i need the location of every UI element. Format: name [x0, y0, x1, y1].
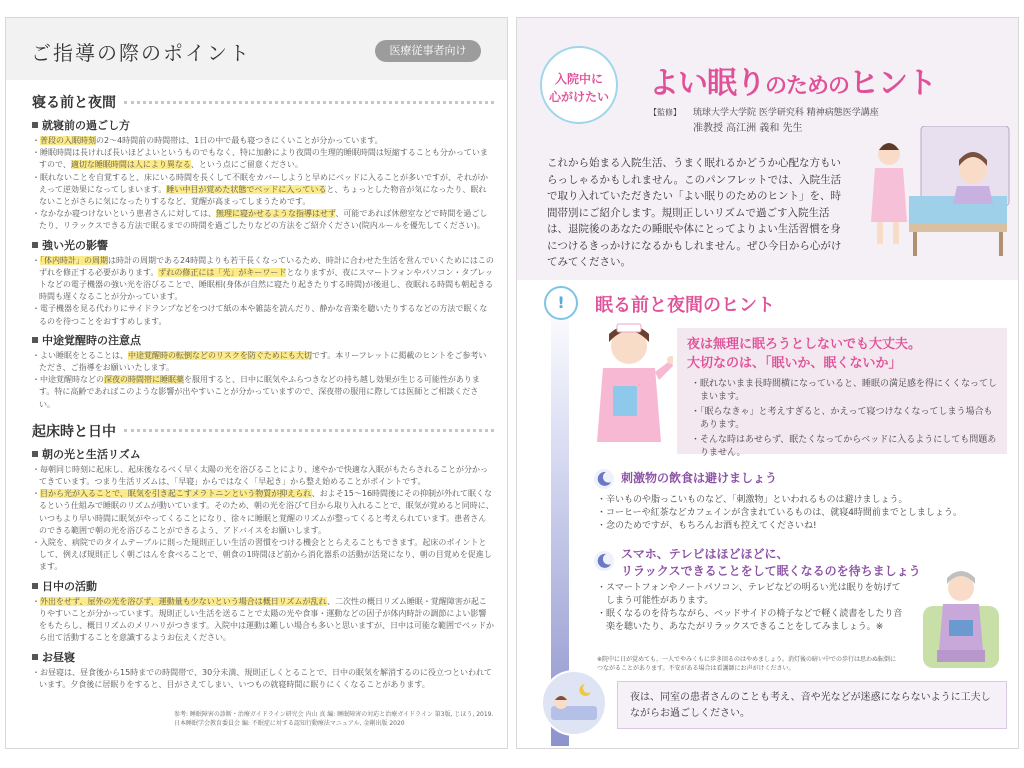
- hospital-badge: [540, 46, 618, 124]
- guidance-bullet: ・毎朝同じ時刻に起床し、起床後なるべく早く太陽の光を浴びることにより、速やかで快適な入眠がもたらされることが分かってきています。つまり生活リズムは、「早寝」からではなく「早起き」から整え始めることがポイントです。: [32, 464, 488, 487]
- night-etiquette-box: [617, 681, 1007, 729]
- supervise-label: 【監修】: [649, 108, 681, 117]
- reader-illustration: [913, 566, 1007, 676]
- right-top-panel: [517, 18, 1019, 280]
- guidance-bullet: ・入院を、病院でのタイムテーブルに則った規則正しい生活の習慣をつける機会ととらえることもできます。起床のポイントとして、例えば規則正しく朝ごはんを食べることで、朝食の1時間ほど前から消化器系の活動が活発になり、朝の目覚めを促進します。: [32, 538, 492, 572]
- section-heading-text: 起床時と日中: [32, 423, 116, 440]
- exclamation-icon: !: [544, 286, 578, 320]
- subsection-heading: [32, 117, 494, 133]
- screen-title-line-2: リラックスできることをして眠くなるのを待ちましょう: [621, 564, 921, 578]
- small-note: ※院中に日が覚めても、一人でやみくもに歩き回るのはやめましょう。消灯後の暗い中での歩行は思わぬ転倒につながることがあります。不安がある場合は看護師にお声がけください。: [597, 656, 897, 672]
- section-heading: [32, 92, 494, 112]
- stimulant-title: 刺激物の飲食は避けましょう: [621, 471, 778, 485]
- stimulant-item: ・コーヒーや紅茶などカフェインが含まれているものは、就寝4時間前までとしましょう。: [597, 508, 962, 518]
- subsection-heading-text: 朝の光と生活リズム: [42, 447, 141, 461]
- title-part-1: よい眠り: [649, 66, 765, 101]
- guidance-bullet: ・睡眠時間は長ければ長いほどよいというものでもなく、特に加齢により夜間の生理的睡眠時間は短縮することも分かっていますので、適切な睡眠時間は人により異なる、という点にご留意ください。: [32, 148, 488, 170]
- guidance-bullet: ・中途覚醒時などの深夜の時間帯に睡眠薬を服用すると、日中に眠気やふらつきなどの持ち越し効果が生じる可能性があります。特に高齢であればこのような影響が出やすいことが分かっていますので、深夜帯の服用に際しては医師とご相談ください。: [32, 375, 480, 409]
- advice-item: ・「眠らなきゃ」と考えすぎると、かえって寝つけなくなってしまう場合もあります。: [691, 407, 993, 430]
- title-part-2: のための: [765, 74, 850, 99]
- screen-item: ・眠くなるのを待ちながら、ベッドサイドの椅子などで軽く読書をしたり音楽を聴いたり、あなたがリラックスできることをしてみましょう。※: [597, 609, 903, 632]
- advice-list: [691, 378, 997, 462]
- square-bullet-icon: [32, 451, 38, 457]
- square-bullet-icon: [32, 337, 38, 343]
- guidance-bullet: ・目から光が入ることで、眠気を引き起こすメラトニンという物質が抑えられ、およそ15〜16時間後にその抑制が外れて眠くなるという仕組みで睡眠のリズムが動いています。そのため、朝の光を浴びて目から取り入れることで、眠気が覚めると同時に、いつもより早い時間に眠気がやってくることになり、徐々に睡眠と覚醒のリズムが整ってくると考えられています。患者さんのできる範囲で朝の光を浴びることができるよう、アドバイスをお願いします。: [32, 489, 494, 535]
- moon-icon: [593, 550, 615, 572]
- section-heading-text: 寝る前と夜間: [32, 95, 116, 111]
- dotted-divider: [124, 429, 494, 432]
- highlighted-text: 睡い中目が覚めた状態でベッドに入っている: [166, 184, 327, 194]
- screen-list: [597, 582, 907, 634]
- guidance-bullet: ・外出をせず、屋外の光を浴びず、運動量も少ないという場合は概日リズムが乱れ、二次性の概日リズム睡眠・覚醒障害が起こりやすいことが分かっています。規則正しい生活を送ることで太陽の光や食事・運動などの因子が体内時計の調節によい影響をもたらし、概日リズムのメリハリがつきます。入院中は運動は難しい場合も多いと思いますが、日中は可能な範囲でベッドから出て活動することを意識するようお伝えください。: [32, 596, 494, 643]
- stimulant-item: ・念のためですが、もちろんお酒も控えてくださいね!: [597, 521, 817, 531]
- screen-item: ・スマートフォンやノートパソコン、テレビなどの明るい光は眠りを妨げてしまう可能性があります。: [597, 583, 901, 606]
- highlighted-text: 目から光が入ることで、眠気を引き起こすメラトニンという物質が抑えられ: [40, 489, 312, 499]
- audience-badge: 医療従事者向け: [375, 40, 481, 62]
- sleeper-icon: [543, 672, 605, 734]
- supervisor-affiliation: 琉球大学大学院 医学研究科 精神病態医学講座: [693, 108, 879, 118]
- highlighted-text: 無理に寝かせるような指導はせず: [216, 209, 336, 219]
- subsection-heading-text: お昼寝: [42, 650, 75, 664]
- subsection-heading: [32, 578, 494, 594]
- references: 参考: 睡眠障害の診断・治療ガイドライン研究会 内山 真 編: 睡眠障害の対応と治療ガイドライン 第3版, じほう, 2019. 日本睡眠学会教育委員会 編: 不眠症に対する認知行動療法マニュアル, 金剛出版 2020: [174, 711, 494, 727]
- subsection-heading-text: 就寝前の過ごし方: [42, 119, 130, 132]
- stimulant-item: ・辛いものや脂っこいものなど、「刺激物」といわれるものは避けましょう。: [597, 495, 908, 505]
- title-part-3: ヒント: [849, 66, 937, 101]
- subsection-heading: [32, 237, 494, 253]
- left-page: [5, 17, 508, 749]
- right-page: [516, 17, 1019, 749]
- section-title: 眠る前と夜間のヒント: [595, 295, 775, 316]
- section-heading: [32, 421, 494, 441]
- subsection-heading-text: 日中の活動: [42, 579, 97, 593]
- subsection-heading-text: 中途覚醒時の注意点: [42, 333, 141, 347]
- guidance-bullet: ・「体内時計」の周期は時計の周期である24時間よりも若干長くなっているため、時計に合わせた生活を営んでいくためにはこのずれを修正する必要があります。ずれの修正には「光」がキーワードとなりますが、夜にスマートフォンやパソコン・タブレットなどの電子機器の強い光を浴びることで、睡眠相(身体が自然に寝たり起きたりする時間)が後退し、夜眠れる時間も朝起きる時間も遅くなることが分かっています。: [32, 255, 494, 302]
- nurse-illustration: [589, 316, 673, 444]
- main-title: [649, 58, 936, 102]
- screen-title: [621, 546, 921, 580]
- advice-title-line-2: 大切なのは、「眠いか、眠くないか」: [687, 356, 902, 371]
- square-bullet-icon: [32, 654, 38, 660]
- guidance-bullet: ・なかなか寝つけないという患者さんに対しては、無理に寝かせるような指導はせず、可能であれば休憩室などで時間を過ごしたり、リラックスできる方法で眠るまでの時間を過ごしたりなどの方法をご紹介ください(院内ルールを優先してください)。: [32, 209, 488, 231]
- guidance-bullet: ・お昼寝は、昼食後から15時までの時間帯で、30分未満、規則正しくとることで、日中の眠気を解消するのに役立つといわれています。夕食後に居眠りをすると、目がさえてしまい、いつもの就寝時間に眠りにくくなることがあります。: [32, 667, 493, 689]
- subsection-heading-text: 強い光の影響: [42, 238, 108, 252]
- guidance-bullet: ・よい睡眠をとることは、中途覚醒時の転倒などのリスクを防ぐためにも大切です。本リーフレットに掲載のヒントをご参考いただき、ご指導をお願いいたします。: [32, 350, 487, 373]
- badge-line-2: 心がけたい: [548, 90, 609, 104]
- guidance-bullet: ・電子機器を見る代わりにサイドランプなどをつけて紙の本や雑誌を読んだり、静かな音楽を聴いたりするなどの方法で眠くなるのを待つことをおすすめします。: [32, 304, 488, 326]
- subsection-heading: [32, 446, 494, 462]
- highlighted-text: ずれの修正には「光」がキーワード: [158, 267, 287, 277]
- badge-line-1: 入院中に: [554, 72, 603, 86]
- left-title: ご指導の際のポイント: [31, 41, 251, 65]
- screen-title-line-1: スマホ、テレビはほどほどに、: [621, 547, 789, 561]
- advice-title: [687, 335, 921, 373]
- left-body: [32, 92, 494, 742]
- highlighted-text: 深夜の時間帯に睡眠薬: [104, 375, 184, 385]
- dotted-divider: [124, 101, 494, 104]
- night-etiquette-text: 夜は、同室の患者さんのことも考え、音や光などが迷惑にならないように工夫しながらお過ごしください。: [630, 692, 991, 719]
- square-bullet-icon: [32, 242, 38, 248]
- guidance-bullet: ・眠れないことを自覚すると、床にいる時間を長くして不眠をカバーしようと早めにベッドに入ることが多いですが、それがかえって逆効果になってしまいます。睡い中目が覚めた状態でベッドに入っていると、ちょっとした物音が気になったり、眠れないことがさらに気になったりするなど、覚醒が高まってしまうためです。: [32, 172, 488, 207]
- guidance-bullet: ・普段の入眠時刻の2〜4時間前の時間帯は、1日の中で最も寝つきにくいことが分かっています。: [32, 136, 383, 145]
- stimulant-list: [597, 494, 997, 533]
- highlighted-text: 中途覚醒時の転倒などのリスクを防ぐためにも大切: [128, 350, 312, 360]
- left-header: [6, 18, 508, 80]
- intro-text: これから始まる入院生活、うまく眠れるかどうか心配な方もいらっしゃるかもしれません。このパンフレットでは、入院生活で取り入れていただきたい「よい眠りのためのヒント」を、時間帯別にご紹介します。規則正しいリズムで過ごす入院生活は、退院後のあなたの睡眠や体にとってよりよい生活習慣を身につけるきっかけになるかもしれません。ぜひ今日から心がけてみてください。: [547, 157, 842, 268]
- advice-box: [677, 328, 1007, 458]
- square-bullet-icon: [32, 122, 38, 128]
- moon-icon: [593, 468, 615, 490]
- advice-item: ・眠れないまま長時間横になっていると、睡眠の満足感を得にくくなってしまいます。: [691, 379, 998, 402]
- highlighted-text: 外出をせず、屋外の光を浴びず、運動量も少ないという場合は概日リズムが乱れ: [40, 596, 328, 606]
- advice-item: ・そんな時はあせらず、眠たくなってからベッドに入るようにしても問題ありません。: [691, 435, 997, 458]
- sleeper-illustration: [541, 670, 607, 736]
- square-bullet-icon: [32, 583, 38, 589]
- supervisor-name: 准教授 高江洲 義和 先生: [693, 123, 803, 134]
- subsection-heading: [32, 649, 494, 665]
- patient-illustration: [869, 126, 1011, 258]
- subsection-heading: [32, 332, 494, 348]
- highlighted-text: 適切な睡眠時間は人により異なる: [70, 160, 191, 170]
- highlighted-text: 普段の入眠時刻: [40, 136, 96, 145]
- highlighted-text: 「体内時計」の周期: [40, 255, 108, 265]
- advice-title-line-1: 夜は無理に眠ろうとしないでも大丈夫。: [687, 337, 922, 352]
